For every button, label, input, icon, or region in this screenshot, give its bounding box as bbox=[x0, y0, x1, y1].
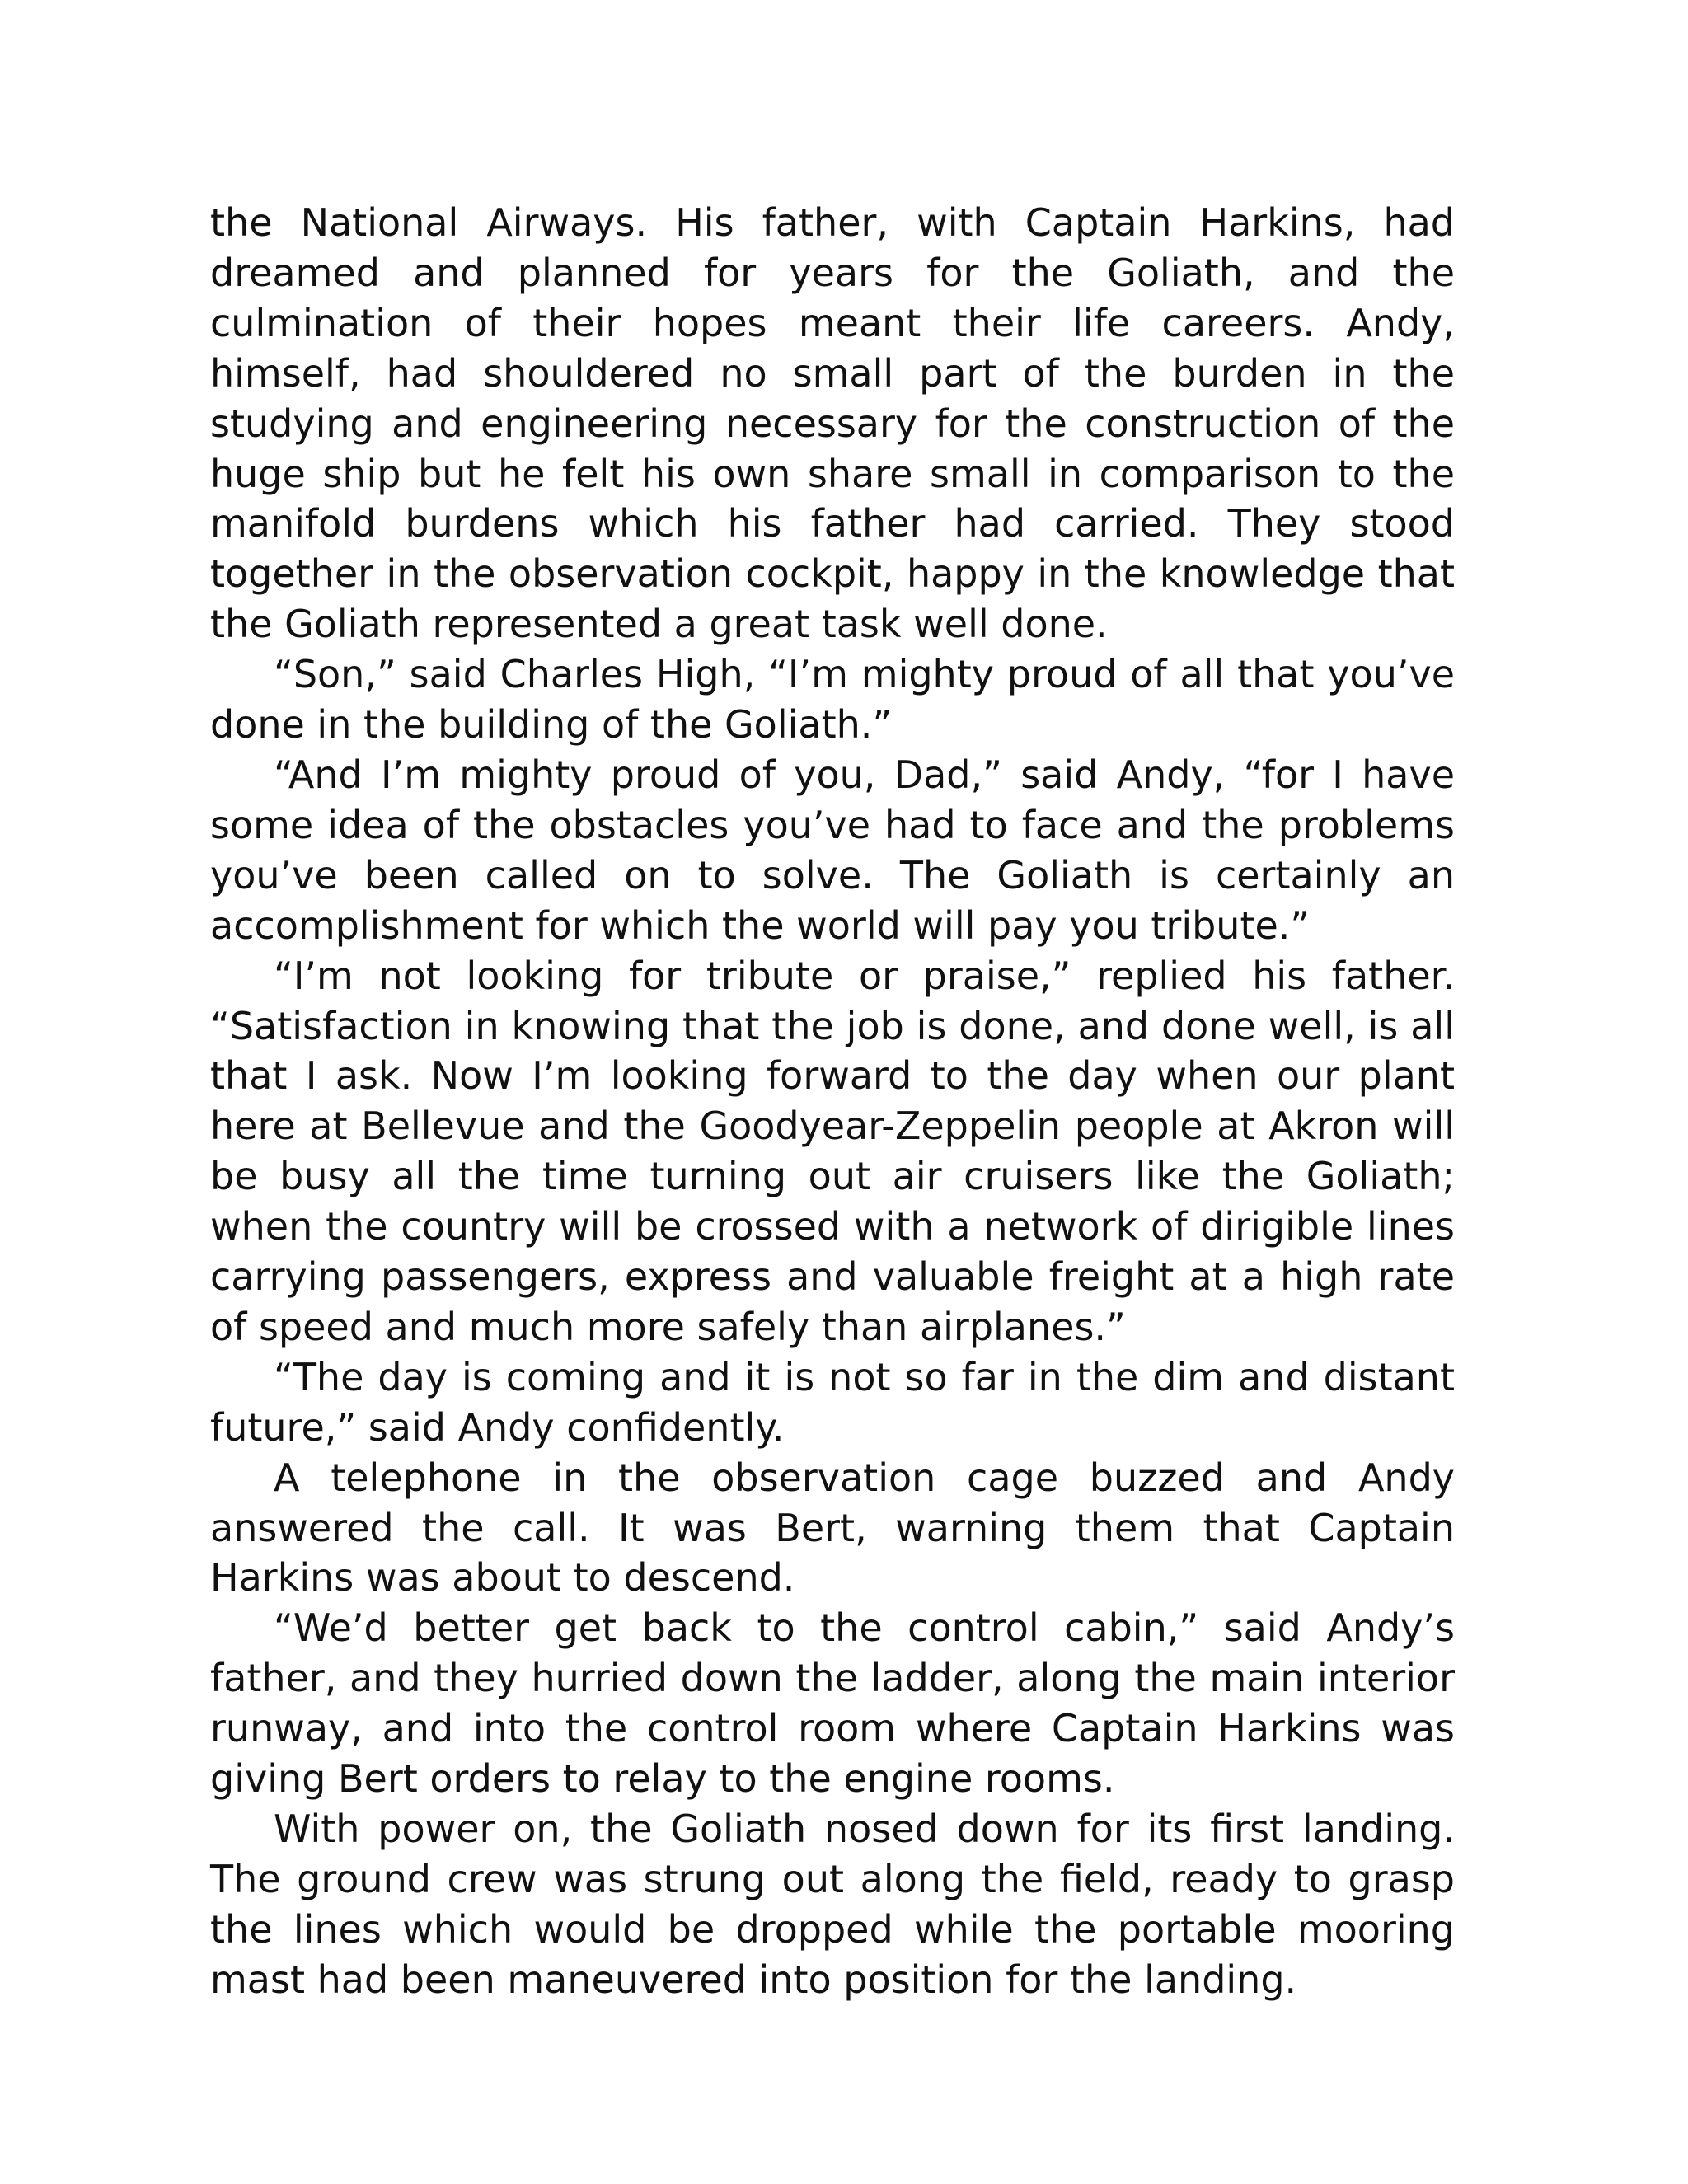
paragraph: “Son,” said Charles High, “I’m mighty proud of all that you’ve done in the building of the Goliath.” bbox=[210, 652, 1455, 748]
paragraph: With power on, the Goliath nosed down for its first landing. The ground crew was strung out along the field, ready to grasp the lines which would be dropped while the portable mooring mast had been maneuvered into position for the landing. bbox=[210, 1807, 1455, 2002]
paragraph: “I’m not looking for tribute or praise,” replied his father. “Satisfaction in knowing that the job is done, and done well, is all that I ask. Now I’m looking forward to the day when our plant here at Bellevue and the Goodyear-Zeppelin people at Akron will be busy all the time turning out air cruisers like the Goliath; when the country will be crossed with a network of dirigible lines carrying passengers, express and valuable freight at a high rate of speed and much more safely than airplanes.” bbox=[210, 953, 1455, 1349]
paragraph: “And I’m mighty proud of you, Dad,” said Andy, “for I have some idea of the obstacles you’ve had to face and the problems you’ve been called on to solve. The Goliath is certainly an accomplishment for which the world will pay you tribute.” bbox=[210, 752, 1455, 948]
paragraph: “We’d better get back to the control cabin,” said Andy’s father, and they hurried down the ladder, along the main interior runway, and into the control room where Captain Harkins was giving Bert orders to relay to the engine rooms. bbox=[210, 1605, 1455, 1802]
paragraph: the National Airways. His father, with Captain Harkins, had dreamed and planned for years for the Goliath, and the culmination of their hopes meant their life careers. Andy, himself, had shouldered no small part of the burden in the studying and engineering necessary for the construction of the huge ship but he felt his own share small in comparison to the manifold burdens which his father had carried. They stood together in the observation cockpit, happy in the knowledge that the Goliath represented a great task well done. bbox=[210, 200, 1455, 647]
paragraph: “The day is coming and it is not so far in the dim and distant future,” said Andy confidently. bbox=[210, 1354, 1455, 1450]
paragraph: A telephone in the observation cage buzzed and Andy answered the call. It was Bert, warning them that Captain Harkins was about to descend. bbox=[210, 1455, 1455, 1601]
book-page bbox=[210, 198, 1455, 2005]
